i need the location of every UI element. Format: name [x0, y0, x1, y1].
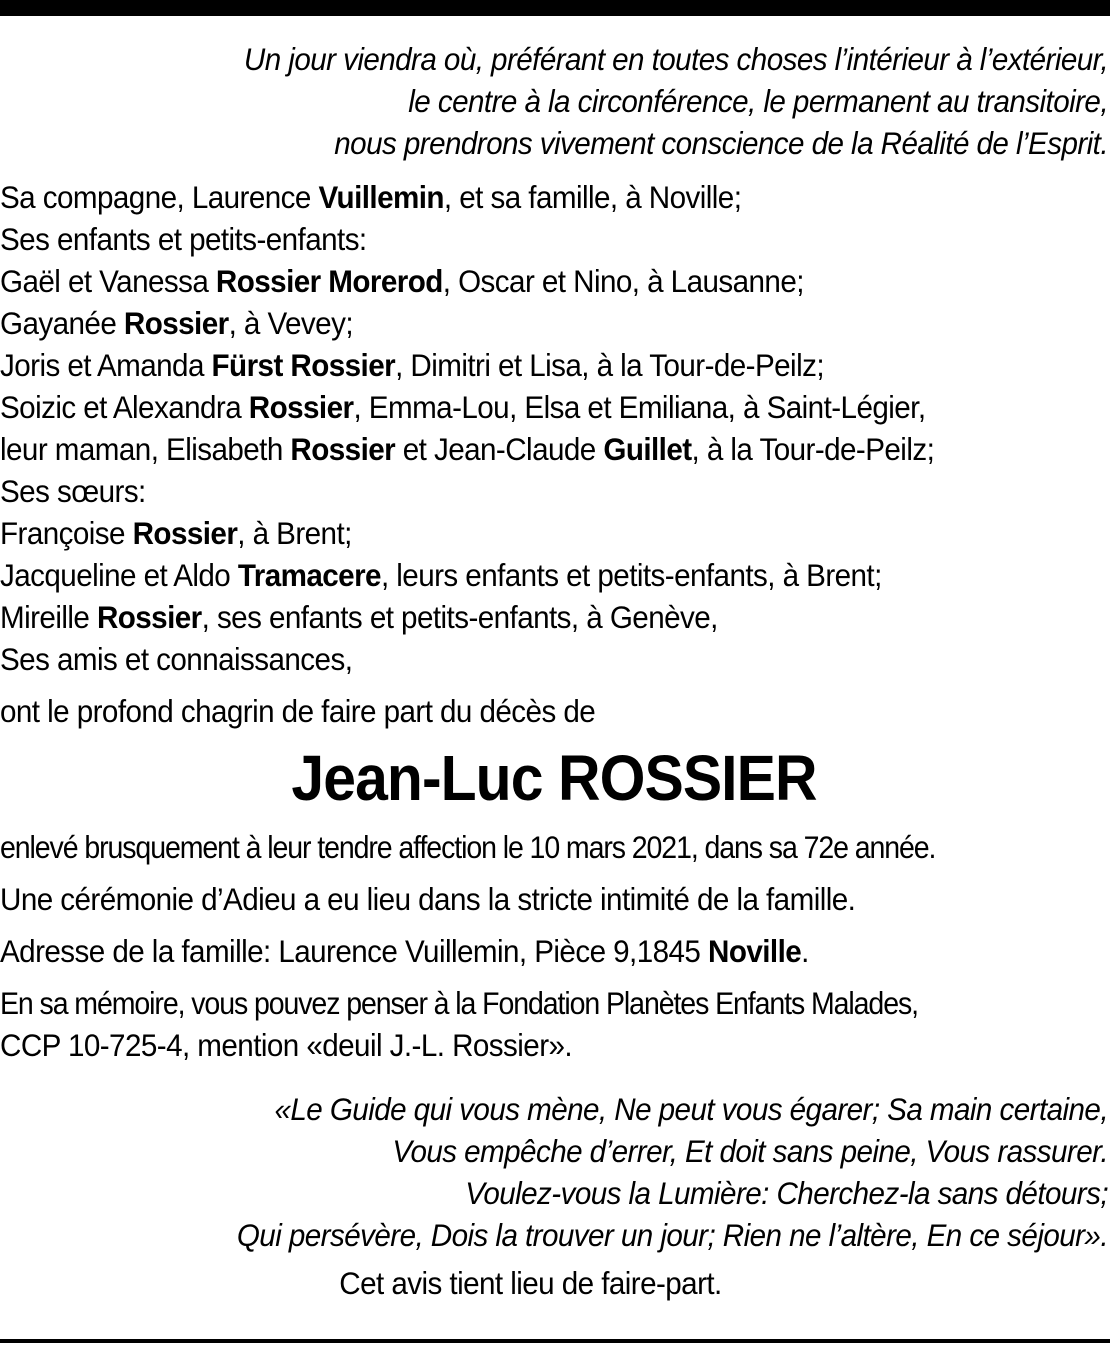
family-line: Mireille Rossier, ses enfants et petits-enfants, à Genève, [0, 599, 718, 635]
quote-line: Qui persévère, Dois la trouver un jour; Rien ne l’altère, En ce séjour». [236, 1217, 1108, 1253]
family-line: Soizic et Alexandra Rossier, Emma-Lou, Elsa et Emiliana, à Saint-Légier, [0, 389, 926, 425]
epigraph-line: le centre à la circonférence, le permanent au transitoire, [408, 83, 1108, 119]
family-line: Sa compagne, Laurence Vuillemin, et sa famille, à Noville; [0, 179, 742, 215]
epigraph-line: nous prendrons vivement conscience de la Réalité de l’Esprit. [334, 125, 1109, 161]
quote-line: Vous empêche d’errer, Et doit sans peine, Vous rassurer. [392, 1133, 1108, 1169]
donation-line: En sa mémoire, vous pouvez penser à la Fondation Planètes Enfants Malades, [0, 985, 918, 1021]
family-line: Joris et Amanda Fürst Rossier, Dimitri et Lisa, à la Tour-de-Peilz; [0, 347, 824, 383]
memorial-donation [0, 982, 1108, 1066]
family-line: Ses enfants et petits-enfants: [0, 221, 367, 257]
obituary-notice [0, 38, 1108, 1304]
deceased-name: Jean-Luc ROSSIER [291, 742, 817, 814]
family-line: Ses sœurs: [0, 473, 146, 509]
announcement: ont le profond chagrin de faire part du décès de [0, 693, 596, 729]
family-line: Françoise Rossier, à Brent; [0, 515, 352, 551]
family-address: Adresse de la famille: Laurence Vuillemin, Pièce 9,1845 Noville. [0, 933, 809, 969]
family-line: Gaël et Vanessa Rossier Morerod, Oscar et Nino, à Lausanne; [0, 263, 804, 299]
family-line: Jacqueline et Aldo Tramacere, leurs enfants et petits-enfants, à Brent; [0, 557, 882, 593]
ceremony-note: Une cérémonie d’Adieu a eu lieu dans la stricte intimité de la famille. [0, 881, 856, 917]
donation-line: CCP 10-725-4, mention «deuil J.-L. Rossier». [0, 1027, 573, 1063]
quote-line: Voulez-vous la Lumière: Cherchez-la sans détours; [465, 1175, 1108, 1211]
family-list [0, 176, 1108, 680]
family-line: Ses amis et connaissances, [0, 641, 353, 677]
top-rule [0, 0, 1110, 16]
bottom-rule [0, 1339, 1110, 1343]
epigraph [0, 38, 1108, 164]
quote-line: «Le Guide qui vous mène, Ne peut vous égarer; Sa main certaine, [274, 1091, 1109, 1127]
closing-quote [0, 1088, 1108, 1256]
epigraph-line: Un jour viendra où, préférant en toutes choses l’intérieur à l’extérieur, [243, 41, 1108, 77]
date-of-death: enlevé brusquement à leur tendre affection le 10 mars 2021, dans sa 72e année. [0, 829, 936, 865]
footer-note: Cet avis tient lieu de faire-part. [339, 1265, 722, 1301]
family-line: Gayanée Rossier, à Vevey; [0, 305, 353, 341]
family-line: leur maman, Elisabeth Rossier et Jean-Claude Guillet, à la Tour-de-Peilz; [0, 431, 935, 467]
